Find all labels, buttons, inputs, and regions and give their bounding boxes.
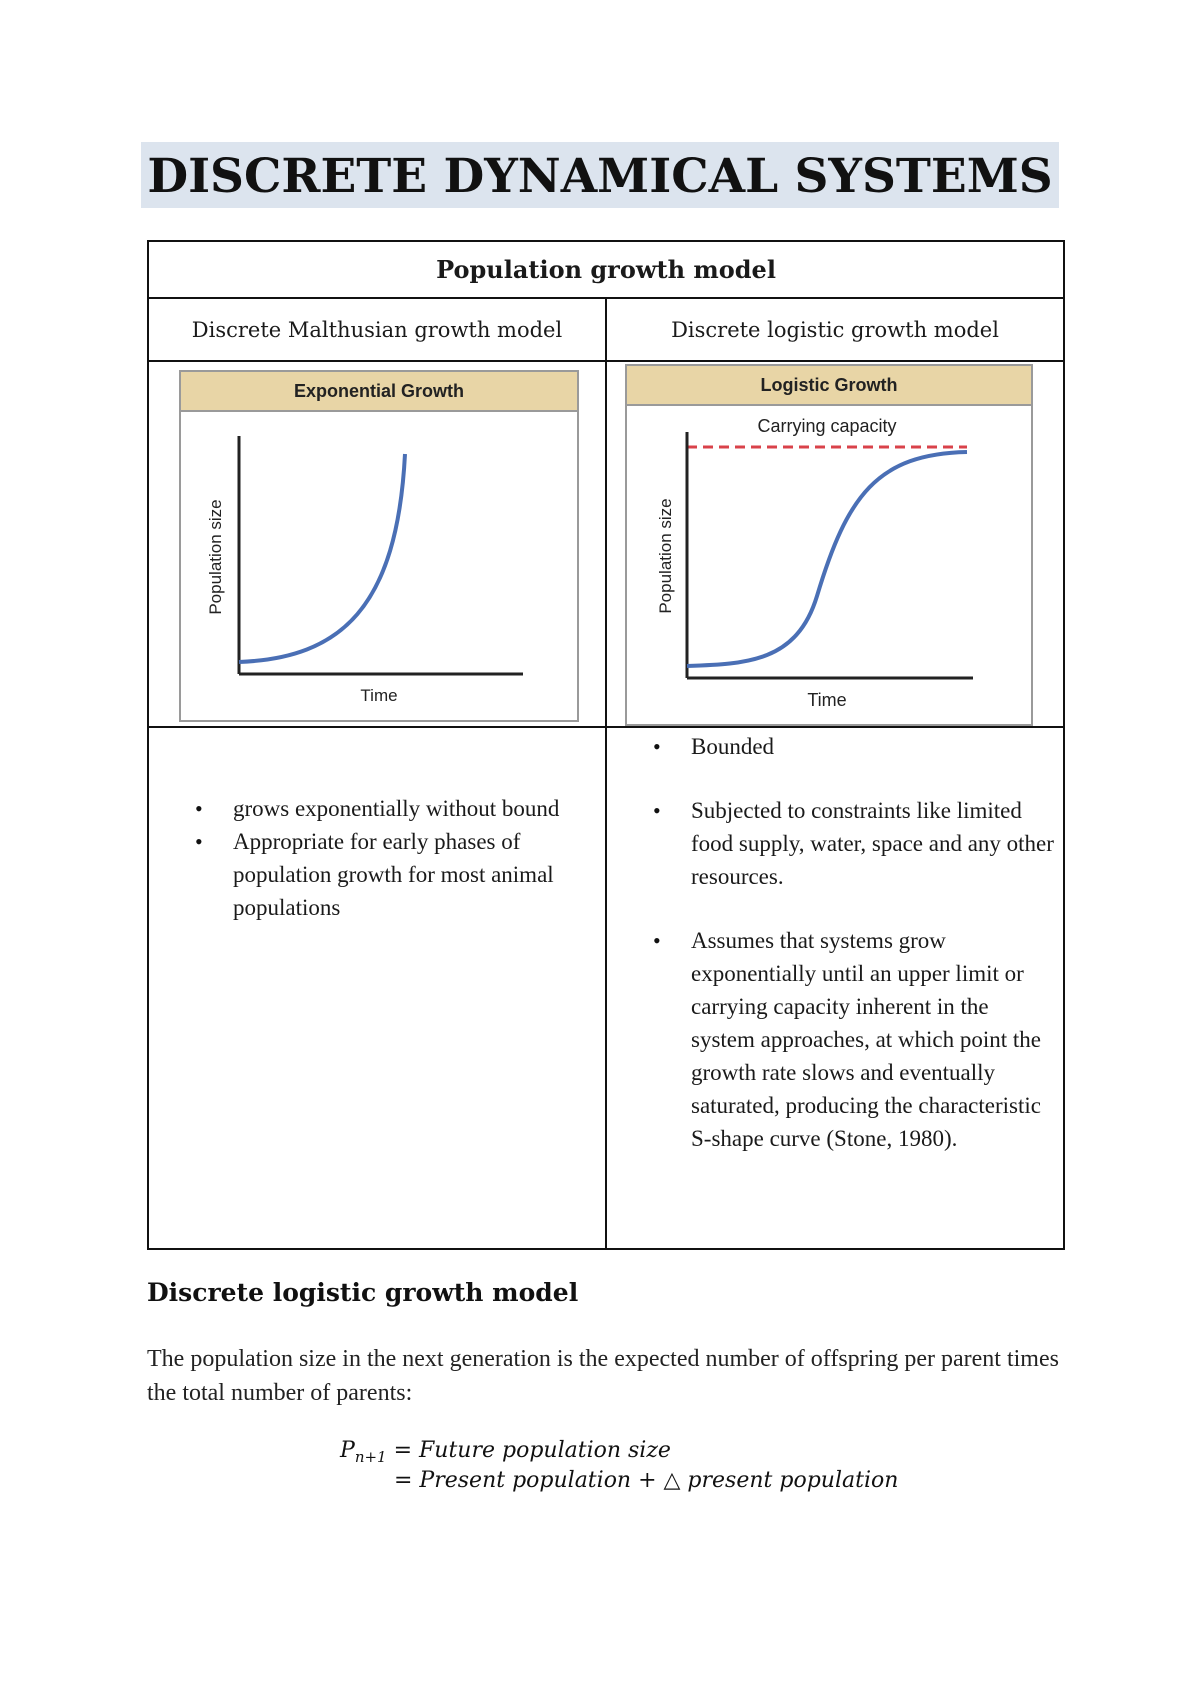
logistic-chart-heading: Logistic Growth bbox=[627, 366, 1031, 406]
exponential-chart-cell bbox=[148, 361, 606, 727]
title-wrap bbox=[0, 142, 1200, 208]
list-item: • Bounded bbox=[691, 730, 1055, 763]
column-header-logistic: Discrete logistic growth model bbox=[606, 298, 1064, 361]
logistic-chart-cell bbox=[606, 361, 1064, 727]
equation-line-1 bbox=[340, 1438, 671, 1466]
logistic-notes-cell bbox=[606, 727, 1064, 1249]
list-item: • Subjected to constraints like limited food supply, water, space and any other resources. bbox=[691, 794, 1055, 893]
equation-line1-text: = Future population size bbox=[393, 1438, 671, 1463]
list-item: • Appropriate for early phases of population growth for most animal populations bbox=[233, 825, 581, 924]
y-axis-label: Population size bbox=[656, 498, 675, 614]
x-axis-label: Time bbox=[807, 690, 847, 710]
logistic-chart-svg bbox=[627, 406, 1031, 724]
exponential-chart-heading: Exponential Growth bbox=[181, 372, 577, 412]
equation-line2-text: = Present population + △ present population bbox=[394, 1468, 899, 1493]
x-axis-label: Time bbox=[360, 686, 398, 705]
logistic-growth-figure bbox=[625, 364, 1033, 726]
logistic-bullets bbox=[607, 730, 1063, 1155]
y-axis-label: Population size bbox=[206, 499, 225, 615]
section-paragraph: The population size in the next generation is the expected number of offspring per parent times the total number of parents: bbox=[147, 1346, 1059, 1406]
column-header-malthusian: Discrete Malthusian growth model bbox=[148, 298, 606, 361]
list-item: • grows exponentially without bound bbox=[233, 792, 581, 825]
page-title: DISCRETE DYNAMICAL SYSTEMS bbox=[141, 142, 1058, 208]
section-heading: Discrete logistic growth model bbox=[147, 1278, 579, 1307]
population-model-table bbox=[147, 240, 1065, 1250]
logistic-curve bbox=[687, 452, 967, 666]
table-header: Population growth model bbox=[148, 241, 1064, 298]
equation-line-2 bbox=[394, 1468, 898, 1493]
equation-lhs-subscript: n+1 bbox=[354, 1448, 387, 1466]
malthusian-notes-cell bbox=[148, 727, 606, 1249]
list-item: • Assumes that systems grow exponentially until an upper limit or carrying capacity inherent in the system approaches, at which point the growth rate slows and eventually saturated, producing the characteristic S-shape curve (Stone, 1980). bbox=[691, 924, 1055, 1155]
carrying-capacity-label: Carrying capacity bbox=[757, 416, 897, 436]
exponential-chart-svg bbox=[181, 412, 577, 718]
malthusian-bullets bbox=[149, 792, 605, 924]
exponential-curve bbox=[239, 454, 405, 662]
equation-lhs: P bbox=[340, 1438, 355, 1463]
exponential-growth-figure bbox=[179, 370, 579, 722]
